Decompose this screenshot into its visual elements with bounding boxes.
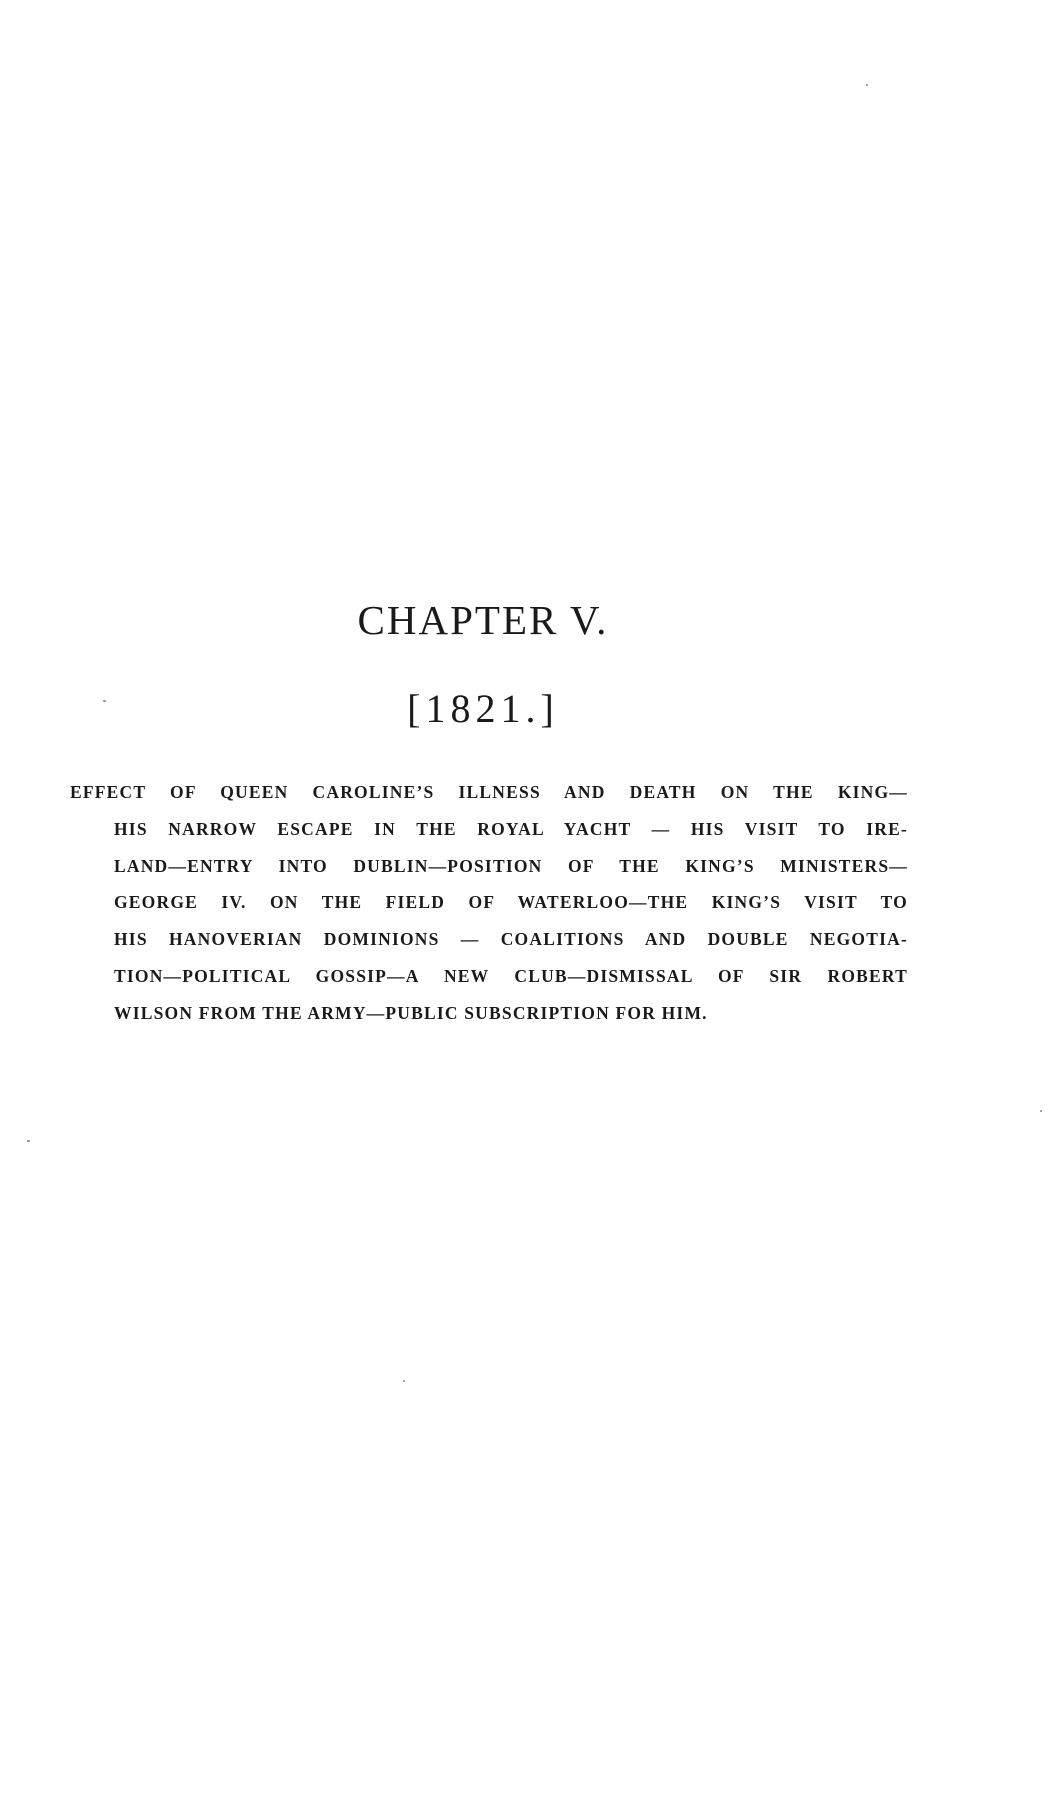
paper-speck — [27, 1140, 30, 1142]
summary-line: LAND—ENTRY INTO DUBLIN—POSITION OF THE KING’S MINISTERS— — [114, 855, 908, 876]
chapter-summary — [70, 774, 908, 1032]
summary-line: HIS NARROW ESCAPE IN THE ROYAL YACHT — HIS VISIT TO IRE- — [114, 818, 908, 839]
summary-line: HIS HANOVERIAN DOMINIONS — COALITIONS AND DOUBLE NEGOTIA- — [114, 929, 908, 950]
paper-speck — [866, 84, 868, 86]
summary-line: TION—POLITICAL GOSSIP—A NEW CLUB—DISMISSAL OF SIR ROBERT — [114, 965, 908, 986]
summary-line: WILSON FROM THE ARMY—PUBLIC SUBSCRIPTION FOR HIM. — [114, 1002, 708, 1023]
summary-line: EFFECT OF QUEEN CAROLINE’S ILLNESS AND DEATH ON THE KING— — [70, 782, 908, 802]
chapter-year: [1821.] — [407, 686, 559, 731]
summary-line: GEORGE IV. ON THE FIELD OF WATERLOO—THE KING’S VISIT TO — [114, 892, 908, 913]
paper-speck — [403, 1380, 405, 1382]
chapter-title: CHAPTER V. — [357, 597, 609, 643]
paper-speck — [1040, 1110, 1042, 1112]
